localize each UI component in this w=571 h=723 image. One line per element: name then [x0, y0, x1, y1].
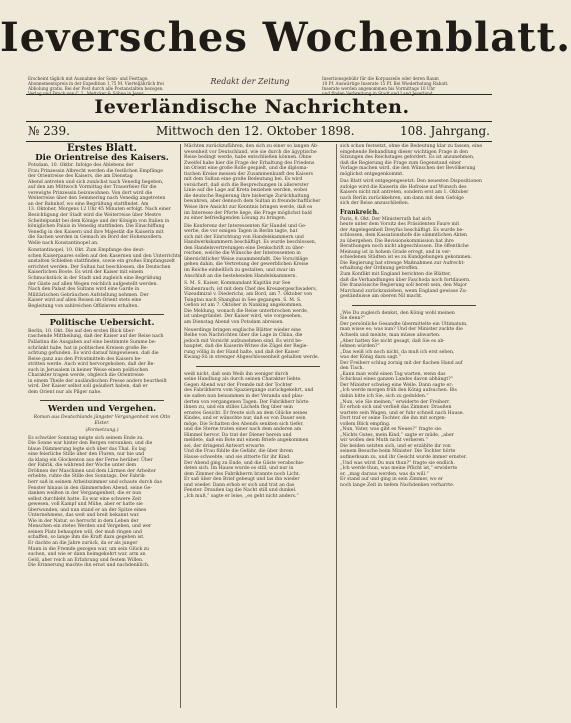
text-line: schlossen, dem Kassationshofe die sämmtlichen Akten — [340, 233, 468, 239]
text-line: Der Minister schwieg eine Weile. Dann sagte er: — [340, 382, 453, 388]
text-line: sie saßen nun beisammen in der Veranda und plau- — [184, 393, 304, 399]
issue-rule — [26, 141, 492, 142]
text-line: Hause schwebte, und sie zitterte für ihr Kind. — [184, 454, 291, 460]
text-line: Sitzungen des Reichstages gefordert. Es ist anzunehmen, — [340, 155, 475, 161]
text-line: seinen Platz behaupten will, der muß ringen und — [28, 529, 142, 535]
text-line: man wisse es; was nun? Und der Minister zuckte die — [340, 327, 463, 333]
text-line: wartete sein Wagen, und er fuhr schnell nach Hause. — [340, 410, 464, 416]
text-line: Und die Frau fühlte die Gefahr, die über ihrem — [184, 449, 294, 455]
text-line: Nach den Palast des Sultans wird eine Garde in — [28, 287, 140, 293]
text-line: Marchand zurückzuziehen, wenn England gewisse Zu- — [340, 288, 468, 294]
text-line: Weise ihre Ansicht zur Kenntnis bringen werde, daß es — [184, 205, 313, 211]
text-line: Palästina die Ausgaben auf eine bestimmte Summe be- — [28, 339, 157, 345]
text-line: Der Freiherr schlug zornig mit der flachen Hand auf — [340, 360, 463, 366]
text-line: daß die Verhandlungen über Faschoda noch fortdauern. — [340, 277, 471, 283]
text-line: eingehende Behandlung dieser wichtigen Frage in den — [340, 149, 468, 155]
text-line: „Ich werde morgen früh den König aufsuchen. Bis — [340, 388, 457, 394]
text-line: Weiterreise über den Semmering nach Venedig angetreten — [28, 196, 166, 202]
text-line: da klang ein Glockenton aus der Ferne herüber. Über — [28, 457, 153, 463]
text-line: im Interesse der Pforte liege, die Frage möglichst bald — [184, 210, 312, 216]
text-line: Kwang-Sü in strenger Abgeschlossenheit gehalten werde. — [184, 355, 320, 361]
text-line: Wie in der Natur, so herrscht in dem Leben der — [28, 518, 139, 524]
article-body — [28, 329, 176, 396]
section-rule — [352, 305, 476, 306]
text-line: Fenster hinaus in den dämmernden Abend, seine Ge- — [28, 485, 152, 491]
text-line: Begleitung von zahlreichen Offizieren erhalten. — [28, 303, 139, 309]
text-line: wesenheit vor Deutschland, wie sie durch die ägyptische — [184, 149, 317, 155]
text-line: „Das weiß ich noch nicht, da muß ich erst sehen, — [340, 349, 455, 355]
text-line: dem Orient nur als Pilger nahe. — [28, 389, 102, 395]
text-line: ihnen zu, und ein stilles Lächeln flog über sein — [184, 405, 293, 411]
text-line: sei, der dringend Antwort erwarte. — [184, 443, 266, 449]
text-line: überwunden, und nun stand er an der Spitze eines — [28, 507, 147, 513]
article-body — [340, 217, 488, 300]
text-line: was der König dazu sagt.“ — [340, 355, 401, 361]
text-line: schen Kaiserpaares sollen auf den Kasernen und den Unterrichts- — [28, 253, 182, 259]
column-3 — [340, 144, 488, 488]
text-line: Tsingtau nach Shanghai in See gegangen. S. M. S. — [184, 297, 302, 303]
text-line: aufmerksam zu, und ihr Gesicht wurde immer ernster. — [340, 454, 467, 460]
text-line: Sie denn?“ — [340, 316, 366, 322]
text-line: nach Berlin zurückkehren, um dann mit dem Gefolge — [340, 195, 464, 201]
text-line: Die beiden setzten sich, und er erzählte ihr von — [340, 443, 451, 449]
column-1 — [28, 143, 182, 569]
text-line: seinem Besuche beim Minister. Die Tochter hörte — [340, 449, 456, 455]
text-line: Militärischen Gebräuchen Aufstellung nehmen. Der — [28, 292, 149, 298]
text-line: suchen, und wie er dann heimgekehrt war, arm an — [28, 552, 146, 558]
text-line: auf den am Mittwoch Vormittag der Trauerfeier für die — [28, 185, 157, 191]
text-line: „Aber hatten Sie nicht gesagt, daß Sie es ab- — [340, 338, 445, 344]
text-line: lehnen würden?“ — [340, 344, 380, 350]
text-line: Stubenrauch, ist mit dem Chef des Kreuzergeschwaders, — [184, 286, 318, 292]
text-line: sich mit der Einrichtung von Handelskammern und — [184, 234, 304, 240]
masthead-rule — [26, 94, 492, 95]
text-line: Scheitelpunkt bei dem Könige und der Königin von Italien in — [28, 218, 170, 224]
text-line: erhaltung der Ordnung getroffen. — [340, 266, 419, 272]
text-line: schränkt habe, hat in politischen Kreisen große Be- — [28, 345, 149, 351]
text-line: heute unter dem Vorsitz des Präsidenten Faure mit — [340, 222, 460, 228]
text-line: dahin bitte ich Sie, sich zu gedulden.“ — [340, 393, 429, 399]
text-line: „Wie Du zugleich denkst, den König wohl meinen — [340, 310, 455, 316]
text-line: Frau Prinzessin Albrecht werden die festlichen Empfänge — [28, 168, 163, 174]
text-line: gewesen, voll Kampf und Mühe, aber er hatte sie — [28, 502, 143, 508]
text-line: den Tisch. — [340, 366, 364, 372]
text-line: Dort traf er seine Tochter, die ihn mit sorgen- — [340, 416, 447, 422]
text-line: Geld, aber reich an Erfahrung und festem Willen. — [28, 557, 144, 563]
text-line: dem Zimmer des Fabrikherrn brannte noch Licht. — [184, 471, 301, 477]
text-line: ist unbegründet. Der Kaiser wird, wie vorgesehen, — [184, 314, 303, 320]
text-line: Zweifel habe hier die Frage der Erhaltung des Friedens — [184, 160, 315, 166]
text-line: noch lange Zeit in tiefem Nachdenken verharrte. — [340, 482, 455, 488]
article-body — [28, 248, 182, 309]
text-line: übersichtlicher Weise zusammenfaßt. Die Vorschläge — [184, 256, 309, 262]
text-line: an der Bahnhof, wo eine Begrüßung stattfindet. Am — [28, 201, 149, 207]
section-rule — [40, 400, 164, 401]
text-line: er, „mag daraus werden, was da will.“ — [340, 471, 429, 477]
serial-subtitle: Roman aus Deutschlands jüngster Vergangenheit von Otto Elster. — [33, 414, 171, 426]
text-line: möglichst entgegenkommt. — [340, 171, 404, 177]
text-line: Die Erinnerung machte ihn ernst und nachdenklich. — [28, 563, 150, 569]
text-line: Fenster. Draußen lag die Nacht still und dunkel. — [184, 488, 297, 494]
text-line: Vizeadmiral v. Diederichs, am Bord, am 7. Oktober von — [184, 292, 313, 298]
text-line: „Und was wirst Du nun thun?“ fragte sie endlich. — [340, 460, 455, 466]
text-line: Meinung ist in hohem Grade erregt, und in ver- — [340, 249, 451, 255]
text-line: zufolge wird die Kaiserin die Hofreise auf Wunsch des — [340, 184, 467, 190]
issue-number: № 239. — [28, 124, 70, 138]
article-body — [184, 281, 332, 325]
text-line: „Nichts Gutes, mein Kind,“ sagte er müde, „aber — [340, 432, 454, 438]
issue-date: Mittwoch den 12. Oktober 1898. — [156, 124, 355, 138]
text-line: selbst durchlebt hatte. Es war eine schwere Zeit — [28, 496, 142, 502]
text-line: Schmuckstück in der Stadt und zugleich eine Begrüßung — [28, 276, 162, 282]
text-line: wird. Der Kaiser selbst soll geäußert haben, daß er — [28, 384, 148, 390]
text-line: derten von vergangenen Tagen. Der Fabrikherr hörte — [184, 399, 309, 405]
text-line: Mann in die Fremde gezogen war, um sein Glück zu — [28, 546, 150, 552]
text-line: werbe, die vor einigen Tagen in Berlin tagte, hat — [184, 229, 298, 235]
text-line: möge. Die Schatten des Abends senkten sich tiefer, — [184, 421, 304, 427]
text-line: sich schon festsetzt, ohne die Bedeutung klar zu fassen, eine — [340, 144, 483, 149]
issue-volume: 108. Jahrgang. — [399, 124, 490, 138]
column-divider — [180, 144, 181, 708]
section-heading: Frankreich. — [340, 209, 380, 217]
text-line: Neuerdings bringen englische Blätter wieder eine — [184, 327, 301, 333]
text-line: Berlin, 10. Okt. Die auf den ersten Blick über- — [28, 328, 136, 334]
text-line: sich der Reise anzuschließen. — [340, 201, 410, 207]
text-line: hauptet, daß die Kaiserin-Witwe die Zügel der Regie- — [184, 344, 308, 350]
text-line: Er erhob sich und verließ das Zimmer. Draußen — [340, 405, 452, 411]
serial-body — [340, 311, 488, 489]
text-line: reichen, welche die Wünsche der Interessenten in — [184, 251, 301, 257]
text-line: Er dachte an die Jahre zurück, da er als junger — [28, 541, 138, 546]
text-line: der Gäste auf allen Wegen reichlich aufgestellt werden. — [28, 281, 158, 287]
text-line: Kaiserlichen Boote. Es wird der Kaiser mit einem — [28, 270, 144, 276]
column-divider — [336, 144, 337, 708]
text-line: wir wollen den Muth nicht verlieren.“ — [340, 438, 428, 444]
text-line: Potsdam, 10. Oktbr. Infolge des Ablebens der — [28, 163, 134, 169]
text-line: der Fabrik, die während der Woche unter dem — [28, 463, 137, 469]
text-line: Der Abend ging zu Ende, und die Gäste verabschie- — [184, 460, 305, 466]
text-line: Schicksal eines ganzen Landes davon abhängt?“ — [340, 377, 454, 383]
masthead-title: Ieversches Wochenblatt. — [0, 14, 571, 61]
article-body — [28, 163, 176, 246]
text-line: Mächten zurückzuführen, den sich zu einer so langen Ab- — [184, 144, 319, 149]
text-line: des Fabrikherrn vom Spaziergange zurückgekehrt, und — [184, 388, 314, 394]
text-line: seine Handlung als durch seinen Charakter liebte. — [184, 377, 302, 383]
article-body — [184, 144, 332, 222]
text-line: Der persönliche Gesandte übermittelte ein Ultimatum, — [340, 321, 468, 327]
column-2 — [184, 144, 332, 499]
text-line: Unternehmens, das weit und breit bekannt war. — [28, 513, 140, 519]
text-line: den Handelsvertretungen eine Denkschrift zu über- — [184, 245, 305, 251]
text-line: danken weilten in der Vergangenheit, die er nun — [28, 491, 142, 497]
text-line: und die Sterne traten einer nach dem anderen am — [184, 427, 302, 433]
text-line: zu einer befriedigenden Lösung zu bringen. — [184, 216, 287, 222]
text-line: Kaiser wird auf allen Reisen im Orient stets eine — [28, 298, 142, 304]
text-line: am Dienstag Abend von Potsdam abreisen. — [184, 319, 284, 325]
text-line: Gefion ist am 7. Oktober in Nanking angekommen. — [184, 303, 303, 309]
text-line: 13. Oktober, Morgens 12 Uhr 45 Minuten erfolgt. Nach einer — [28, 207, 171, 213]
text-line: Die französische Regierung soll bereit sein, den Major — [340, 283, 468, 289]
text-line: versichert, daß sich die Besprechungen in allererster — [184, 182, 309, 188]
text-line: Vorlage machen wird, die den Wünschen der Bevölkerung — [340, 166, 476, 172]
text-line: S. M. S. Kaiser, Kommandant Kapitän zur See — [184, 281, 291, 287]
masthead-info-left: Erscheint täglich mit Ausnahme der Sonn- und Festtage. Abonnementspreis in der Expedition 1,75 M. Vierteljährlich frei Abholung gratis. Bei der Post durch alle Postanstalten bezogen. Verlag und Druck von C. L. Mettcker & Söhne in Jever. — [28, 76, 164, 96]
text-line: Menschen ein stetes Werden und Vergehen, und wer — [28, 524, 152, 530]
text-line: Kaisers nicht mit antreten, sondern erst am 1. Oktober — [340, 190, 469, 196]
text-line: Gegen Abend war der Fremde mit der Tochter — [184, 382, 293, 388]
text-line: ernstes Gesicht. Er freute sich an dem Glücke seines — [184, 410, 308, 416]
text-line: Reihe von Nachrichten über die Lage in China, die — [184, 333, 303, 339]
text-line: Linie auf die Lage auf Kreta beziehen werden, wobei — [184, 188, 308, 194]
text-line: eine feierliche Stille über den Fluren, nur hie und — [28, 452, 145, 458]
text-line: Handwerkskammern beschäftigt. Es wurde beschlossen, — [184, 240, 317, 246]
text-line: die deutsche Regierung ihre bisherige Zurückhaltung — [184, 193, 310, 199]
text-line: blaue Dämmerung legte sich über das Thal. Es lag — [28, 446, 146, 452]
text-line: mit dem Sultan eine große Bedeutung bei. Es wird — [184, 177, 303, 183]
text-line: Charakter tragen werde, obgleich die Orientreise — [28, 373, 144, 379]
text-line: tischen Kreise messen der Zusammenkunft des Kaisers — [184, 171, 314, 177]
text-line: daß die Regierung die Frage zum Gegenstand einer — [340, 160, 462, 166]
text-line: Anschluß an die bestehenden Handelskammern. — [184, 273, 297, 279]
serial-heading: Werden und Vergehen. — [47, 404, 157, 415]
text-line: schiedenen Städten ist es zu Kundgebungen gekommen. — [340, 255, 472, 261]
masthead-center-label: Redakt der Zeitung — [210, 77, 290, 86]
text-line: „Nun, Vater, was gibt es Neues?“ fragte sie. — [340, 427, 443, 433]
text-line: stritten werde. Auch wird hervorgehoben, daß der Be- — [28, 362, 155, 368]
text-line: errichtet werden. Der Sultan hat beschlossen, die Deutschen — [28, 264, 171, 270]
text-line: Zum Konflikt mit England berichten die Blätter, — [340, 272, 452, 278]
article-body — [184, 224, 332, 279]
text-line: Dröhnen der Maschinen und dem Lärmen der Arbeiter — [28, 468, 156, 474]
issue-row — [26, 124, 492, 140]
text-line: achtung gefunden. Es wird darauf hingewiesen, daß die — [28, 351, 159, 357]
text-line: die Sachen werden in Gemach im Bord der Hohenzollern. — [28, 235, 163, 241]
text-line: Paris, 8. Okt. Der Ministerrath hat sich — [340, 216, 432, 222]
text-line: bewahren, aber dennoch dem Sultan in freundschaftlicher — [184, 199, 321, 205]
serial-body — [28, 436, 176, 569]
text-line: weiß nicht, daß sein Weib ihn weniger durch — [184, 371, 289, 377]
text-line: Die Sonne war hinter den Bergen versunken, und die — [28, 441, 153, 447]
article-heading: Die Orientreise des Kaisers. — [35, 152, 169, 163]
text-line: Berathungen noch nicht abgeschlossen. Die öffentliche — [340, 244, 469, 250]
article-body — [340, 144, 488, 177]
text-line: Die Konferenz der Interessenten für Handel und Ge- — [184, 223, 307, 229]
text-line: der Angelegenheit Dreyfus beschäftigt. Es wurde be- — [340, 227, 464, 233]
text-line: Die Meldung, wonach die Reise unterbrochen werde, — [184, 308, 309, 314]
text-line: „Ich muß,“ sagte er leise, „es geht nicht anders.“ — [184, 493, 299, 499]
text-line: „Kann man wohl einen Tag warten, wenn das — [340, 371, 446, 377]
subtitle-rule — [26, 121, 492, 122]
text-line: Er stand auf und ging in sein Zimmer, wo er — [340, 477, 443, 483]
text-line: gehen dahin, die Vertretung der gewerblichen Kreise — [184, 262, 309, 268]
text-line: Abend antreten und sich zunächst nach Venedig begeben, — [28, 179, 164, 185]
text-line: der Orientreise des Kaisers, die am Dienstag — [28, 174, 133, 180]
section-rule — [40, 314, 164, 315]
masthead-info-right: Insertionsgebühr für die Korpuszeile oder deren Raum 10 Pf. Auswärtige Inserate 15 Pf. Bei Wiederholung Rabatt. Inserate werden angenommen bis Vormittags 10 Uhr und finden Verbreitung in Stadt und Land Jeverland. — [322, 76, 449, 96]
text-line: verewigte Prinzessin beizuwohnen. Von dort wird die — [28, 190, 153, 196]
text-line: Die Regierung hat strenge Maßnahmen zur Aufrecht- — [340, 260, 465, 266]
serial-continued: (Fortsetzung.) — [85, 428, 119, 434]
text-line: Kindes, und er wünschte nur, daß es von Dauer sein — [184, 416, 306, 422]
section-heading: Politische Uebersicht. — [49, 318, 155, 329]
text-line: Reise ganz aus den Privatmitteln des Kaisers be- — [28, 356, 142, 362]
article-body — [340, 179, 488, 207]
text-line: Er saß über den Brief gebeugt und las ihn wieder — [184, 477, 300, 483]
masthead-subtitle: Ieverländische Nachrichten. — [94, 96, 410, 118]
serial-body — [184, 372, 332, 500]
text-line: königlichen Palais in Venedig stattfinden. Die Einschiffung — [28, 224, 165, 230]
text-line: im Orient eine große Rolle gespielt, und die diploma- — [184, 166, 309, 172]
text-line: Achseln und meinte, man müsse abwarten. — [340, 332, 441, 338]
text-line: anstalten Schleßen stattfinden, sowie ein großes Empfangszelt — [28, 259, 175, 265]
text-line: vollem Blick empfing. — [340, 421, 391, 427]
text-line: Himmel hervor. Da trat der Diener herein und — [184, 432, 292, 438]
text-line: „Ich werde thun, was meine Pflicht ist,“ erwiderte — [340, 466, 458, 472]
text-line: in einem Theile der ausländischen Presse anders beurtheilt — [28, 378, 167, 384]
text-line: herr saß in seinem Arbeitszimmer und schaute durch das — [28, 479, 162, 485]
text-line: „Nun, wie Sie meinen,“ erwiderte der Freiherr. — [340, 399, 451, 405]
article-body — [184, 328, 332, 361]
text-line: rung völlig in der Hand halte, und daß der Kaiser — [184, 349, 300, 355]
text-line: Venedig in den Kaisern und ihre Majestät die Kaiserin mit — [28, 229, 164, 235]
text-line: und wieder. Dann erhob er sich und trat an das — [184, 482, 295, 488]
text-line: Konstantinopel, 10. Okt. Zum Empfange des deut- — [28, 248, 145, 254]
section-heading: Erstes Blatt. — [66, 143, 138, 154]
text-line: jedoch mit Vorsicht aufzunehmen sind. Es wird be- — [184, 338, 303, 344]
text-line: raschende Mittheilung, daß der Kaiser auf der Reise nach — [28, 334, 164, 340]
text-line: zu übergeben. Die Revisionskommission hat ihre — [340, 238, 454, 244]
text-line: meldete, daß ein Bote mit einem Briefe angekommen — [184, 438, 309, 444]
text-line: Es schwüler Sonntag neigte sich seinem Ende zu. — [28, 435, 144, 441]
text-line: Welle nach Konstantinopel an. — [28, 240, 99, 246]
text-line: schaffen, so lange ihm die Kraft dazu gegeben ist. — [28, 535, 145, 541]
text-line: geständnisse am oberen Nil macht. — [340, 294, 423, 300]
text-line: Reise bedingt werde, habe entschließen können. Ohne — [184, 155, 312, 161]
section-rule — [196, 366, 320, 367]
text-line: Das Blatt wird entgegengesetzt: Den neuesten Dispositionen — [340, 179, 482, 185]
text-line: deten sich. Im Hause wurde es still, und nur in — [184, 466, 294, 472]
text-line: Besichtigung der Stadt wird die Weiterreise über Mestre — [28, 213, 161, 219]
text-line: such in Jerusalem in keiner Weise einen politischen — [28, 367, 149, 373]
text-line: im Reiche einheitlich zu gestalten, und zwar im — [184, 268, 295, 274]
text-line: erbebte, ruhte die Stille des Sonntags. Der Fabrik- — [28, 474, 146, 480]
